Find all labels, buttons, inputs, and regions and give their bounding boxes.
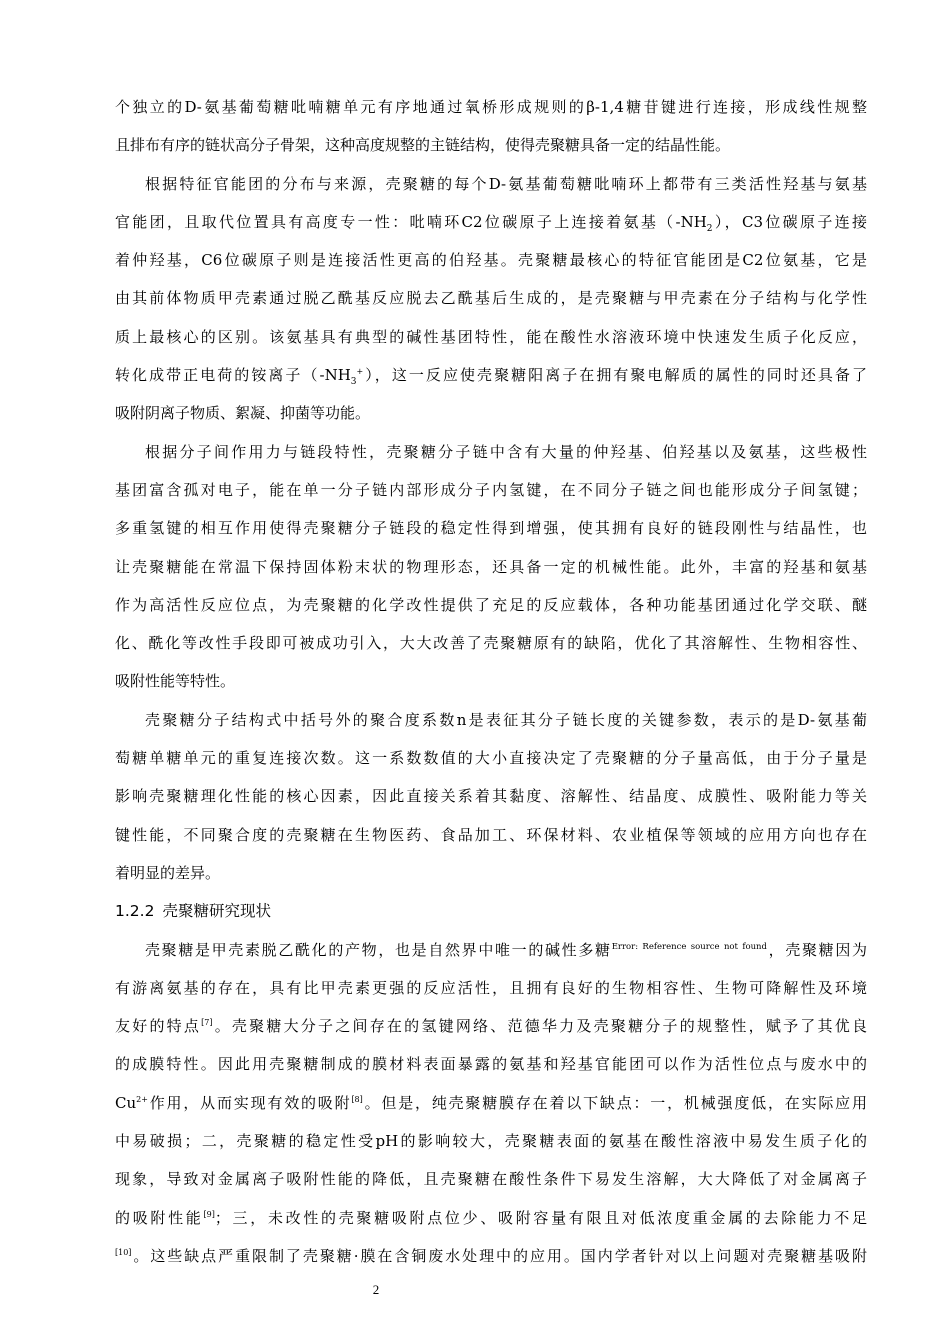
text-line: 吸附性能等特性。 [115,672,236,691]
section-number: 1.2.2 [115,902,155,921]
text-line [115,931,867,969]
text-run: Cu [115,1093,137,1112]
text-line: 且排布有序的链状高分子骨架，这种高度规整的主链结构，使得壳聚糖具备一定的结晶性能。 [115,136,731,155]
text-line: 根据特征官能团的分布与来源，壳聚糖的每个D-氨基葡萄糖吡喃环上都带有三类活性羟基与氨基 [145,174,867,193]
text-line: 现象，导致对金属离子吸附性能的降低，且壳聚糖在酸性条件下易发生溶解，大大降低了对金属离子 [115,1170,867,1189]
text-line: 萄糖单糖单元的重复连接次数。这一系数数值的大小直接决定了壳聚糖的分子量高低，由于分子量是 [115,749,867,768]
text-run: ；三，未改性的壳聚糖吸附点位少、吸附容量有限且对低浓度重金属的去除能力不足 [214,1208,867,1227]
paragraph-4 [115,701,867,892]
text-run: 官能团，且取代位置具有高度专一性：吡喃环C2位碳原子上连接着氨基（-NH [115,212,707,231]
text-run: 转化成带正电荷的铵离子（-NH [115,366,351,385]
paragraph-5 [115,931,867,1276]
text-run: ，壳聚糖因为 [766,940,867,959]
paragraph-3 [115,433,867,701]
text-line: 作为高活性反应位点，为壳聚糖的化学改性提供了充足的反应载体，各种功能基团通过化学交联、醚 [115,595,867,614]
text-line: 根据分子间作用力与链段特性，壳聚糖分子链中含有大量的仲羟基、伯羟基以及氨基，这些极性 [145,442,867,461]
text-run: 。但是，纯壳聚糖膜存在着以下缺点：一，机械强度低，在实际应用 [362,1093,867,1112]
text-run: 的吸附性能 [115,1208,204,1227]
text-line: 多重氢键的相互作用使得壳聚糖分子链段的稳定性得到增强，使其拥有良好的链段刚性与结晶性，也 [115,519,867,538]
subscript: 3 [350,377,357,388]
section-heading [115,892,867,930]
text-run: 友好的特点 [115,1017,202,1036]
text-line: 由其前体物质甲壳素通过脱乙酰基反应脱去乙酰基后生成的，是壳聚糖与甲壳素在分子结构与化学性 [115,289,867,308]
text-line [115,203,867,241]
text-line: 个独立的D-氨基葡萄糖吡喃糖单元有序地通过氧桥形成规则的β-1,4糖苷键进行连接，形成线性规整 [115,98,867,116]
citation-ref: [7] [201,1018,213,1028]
text-run: 。壳聚糖大分子之间存在的氢键网络、范德华力及壳聚糖分子的规整性，赋予了其优良 [212,1017,867,1036]
text-run: 壳聚糖是甲壳素脱乙酰化的产物，也是自然界中唯一的碱性多糖 [145,940,612,959]
page-number: 2 [372,1282,380,1297]
section-title: 壳聚糖研究现状 [162,902,271,921]
superscript: + [356,367,364,377]
text-line [115,356,867,394]
text-line [115,1007,867,1045]
text-line: 让壳聚糖能在常温下保持固体粉末状的物理形态，还具备一定的机械性能。此外，丰富的羟基和氨基 [115,557,867,576]
text-run: ），这一反应使壳聚糖阳离子在拥有聚电解质的属性的同时还具备了 [363,366,867,385]
text-line: 吸附阴离子物质、絮凝、抑菌等功能。 [115,404,371,423]
text-line: 有游离氨基的存在，具有比甲壳素更强的反应活性，且拥有良好的生物相容性、生物可降解性及环境 [115,978,867,997]
text-line: 着仲羟基，C6位碳原子则是连接活性更高的伯羟基。壳聚糖最核心的特征官能团是C2位氨基，它是 [115,251,867,270]
text-run: ），C3位碳原子连接 [712,212,867,231]
text-line: 的成膜特性。因此用壳聚糖制成的膜材料表面暴露的氨基和羟基官能团可以作为活性位点与废水中的 [115,1055,867,1074]
text-run: 。这些缺点严重限制了壳聚糖·膜在含铜废水处理中的应用。国内学者针对以上问题对壳聚糖基吸附 [131,1246,867,1265]
paragraph-1 [115,88,867,165]
text-line: 着明显的差异。 [115,863,221,882]
text-line: 壳聚糖分子结构式中括号外的聚合度系数n是表征其分子链长度的关键参数，表示的是D-氨基葡 [145,710,867,729]
citation-ref: [10] [115,1247,132,1257]
text-line [115,1084,867,1122]
reference-error-note: Error: Reference source not found [611,941,767,952]
text-line [115,1199,867,1237]
text-line: 化、酰化等改性手段即可被成功引入，大大改善了壳聚糖原有的缺陷，优化了其溶解性、生物相容性、 [115,634,867,653]
text-line: 影响壳聚糖理化性能的核心因素，因此直接关系着其黏度、溶解性、结晶度、成膜性、吸附能力等关 [115,787,867,806]
paragraph-2 [115,165,867,433]
citation-ref: [8] [351,1094,363,1104]
text-line: 基团富含孤对电子，能在单一分子链内部形成分子内氢键，在不同分子链之间也能形成分子间氢键； [115,480,867,499]
citation-ref: [9] [203,1209,215,1219]
text-run: 作用，从而实现有效的吸附 [147,1093,352,1112]
text-line [115,1237,867,1275]
text-line: 质上最核心的区别。该氨基具有典型的碱性基团特性，能在酸性水溶液环境中快速发生质子化反应， [115,327,867,346]
text-line: 键性能，不同聚合度的壳聚糖在生物医药、食品加工、环保材料、农业植保等领域的应用方向也存在 [115,825,867,844]
subscript: 2 [706,223,713,234]
text-line: 中易破损；二，壳聚糖的稳定性受pH的影响较大，壳聚糖表面的氨基在酸性溶液中易发生质子化的 [115,1132,867,1151]
body-text [115,88,867,1275]
superscript: 2+ [136,1094,148,1104]
